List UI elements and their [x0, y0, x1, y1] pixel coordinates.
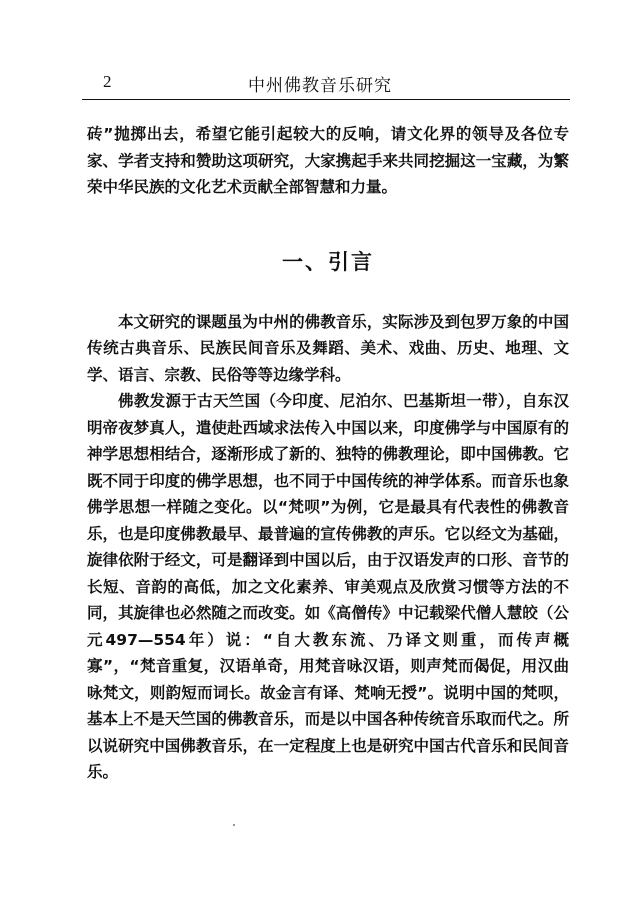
page-body: [87, 121, 569, 786]
header-rule: [82, 99, 570, 100]
scan-speck: [233, 824, 235, 826]
page-number: 2: [103, 72, 112, 91]
paragraph-scope: 本文研究的课题虽为中州的佛教音乐，实际涉及到包罗万象的中国传统古典音乐、民族民间音乐及舞蹈、美术、戏曲、历史、地理、文学、语言、宗教、民俗等等边缘学科。: [87, 312, 569, 384]
running-title: 中州佛教音乐研究: [248, 76, 392, 96]
section-heading: 一、引言: [282, 249, 374, 274]
carryover-paragraph: 砖”抛掷出去，希望它能引起较大的反响，请文化界的领导及各位专家、学者支持和赞助这项研究，大家携起手来共同挖掘这一宝藏，为繁荣中华民族的文化艺术贡献全部智慧和力量。: [87, 125, 569, 196]
paragraph-origins: 佛教发源于古天竺国（今印度、尼泊尔、巴基斯坦一带），自东汉明帝夜梦真人，遣使赴西域求法传入中国以来，印度佛学与中国原有的神学思想相结合，逐渐形成了新的、独特的佛教理论，即中国佛教。它既不同于印度的佛学思想，也不同于中国传统的神学体系。而音乐也象佛学思想一样随之变化。以“梵呗”为例，它是最具有代表性的佛教音乐，也是印度佛教最早、最普遍的宣传佛教的声乐。它以经文为基础，旋律依附于经文，可是翻译到中国以后，由于汉语发声的口形、音节的长短、音韵的高低，加之文化素养、审美观点及欣赏习惯等方法的不同，其旋律也必然随之而改变。如《高僧传》中记载梁代僧人慧皎（公元497—554年）说：“自大教东流、乃译文则重，而传声概寡”，“梵音重复，汉语单奇，用梵音咏汉语，则声梵而偈促，用汉曲咏梵文，则韵短而词长。故金言有译、梵响无授”。说明中国的梵呗，基本上不是天竺国的佛教音乐，而是以中国各种传统音乐取而代之。所以说研究中国佛教音乐，在一定程度上也是研究中国古代音乐和民间音乐。: [87, 392, 569, 781]
